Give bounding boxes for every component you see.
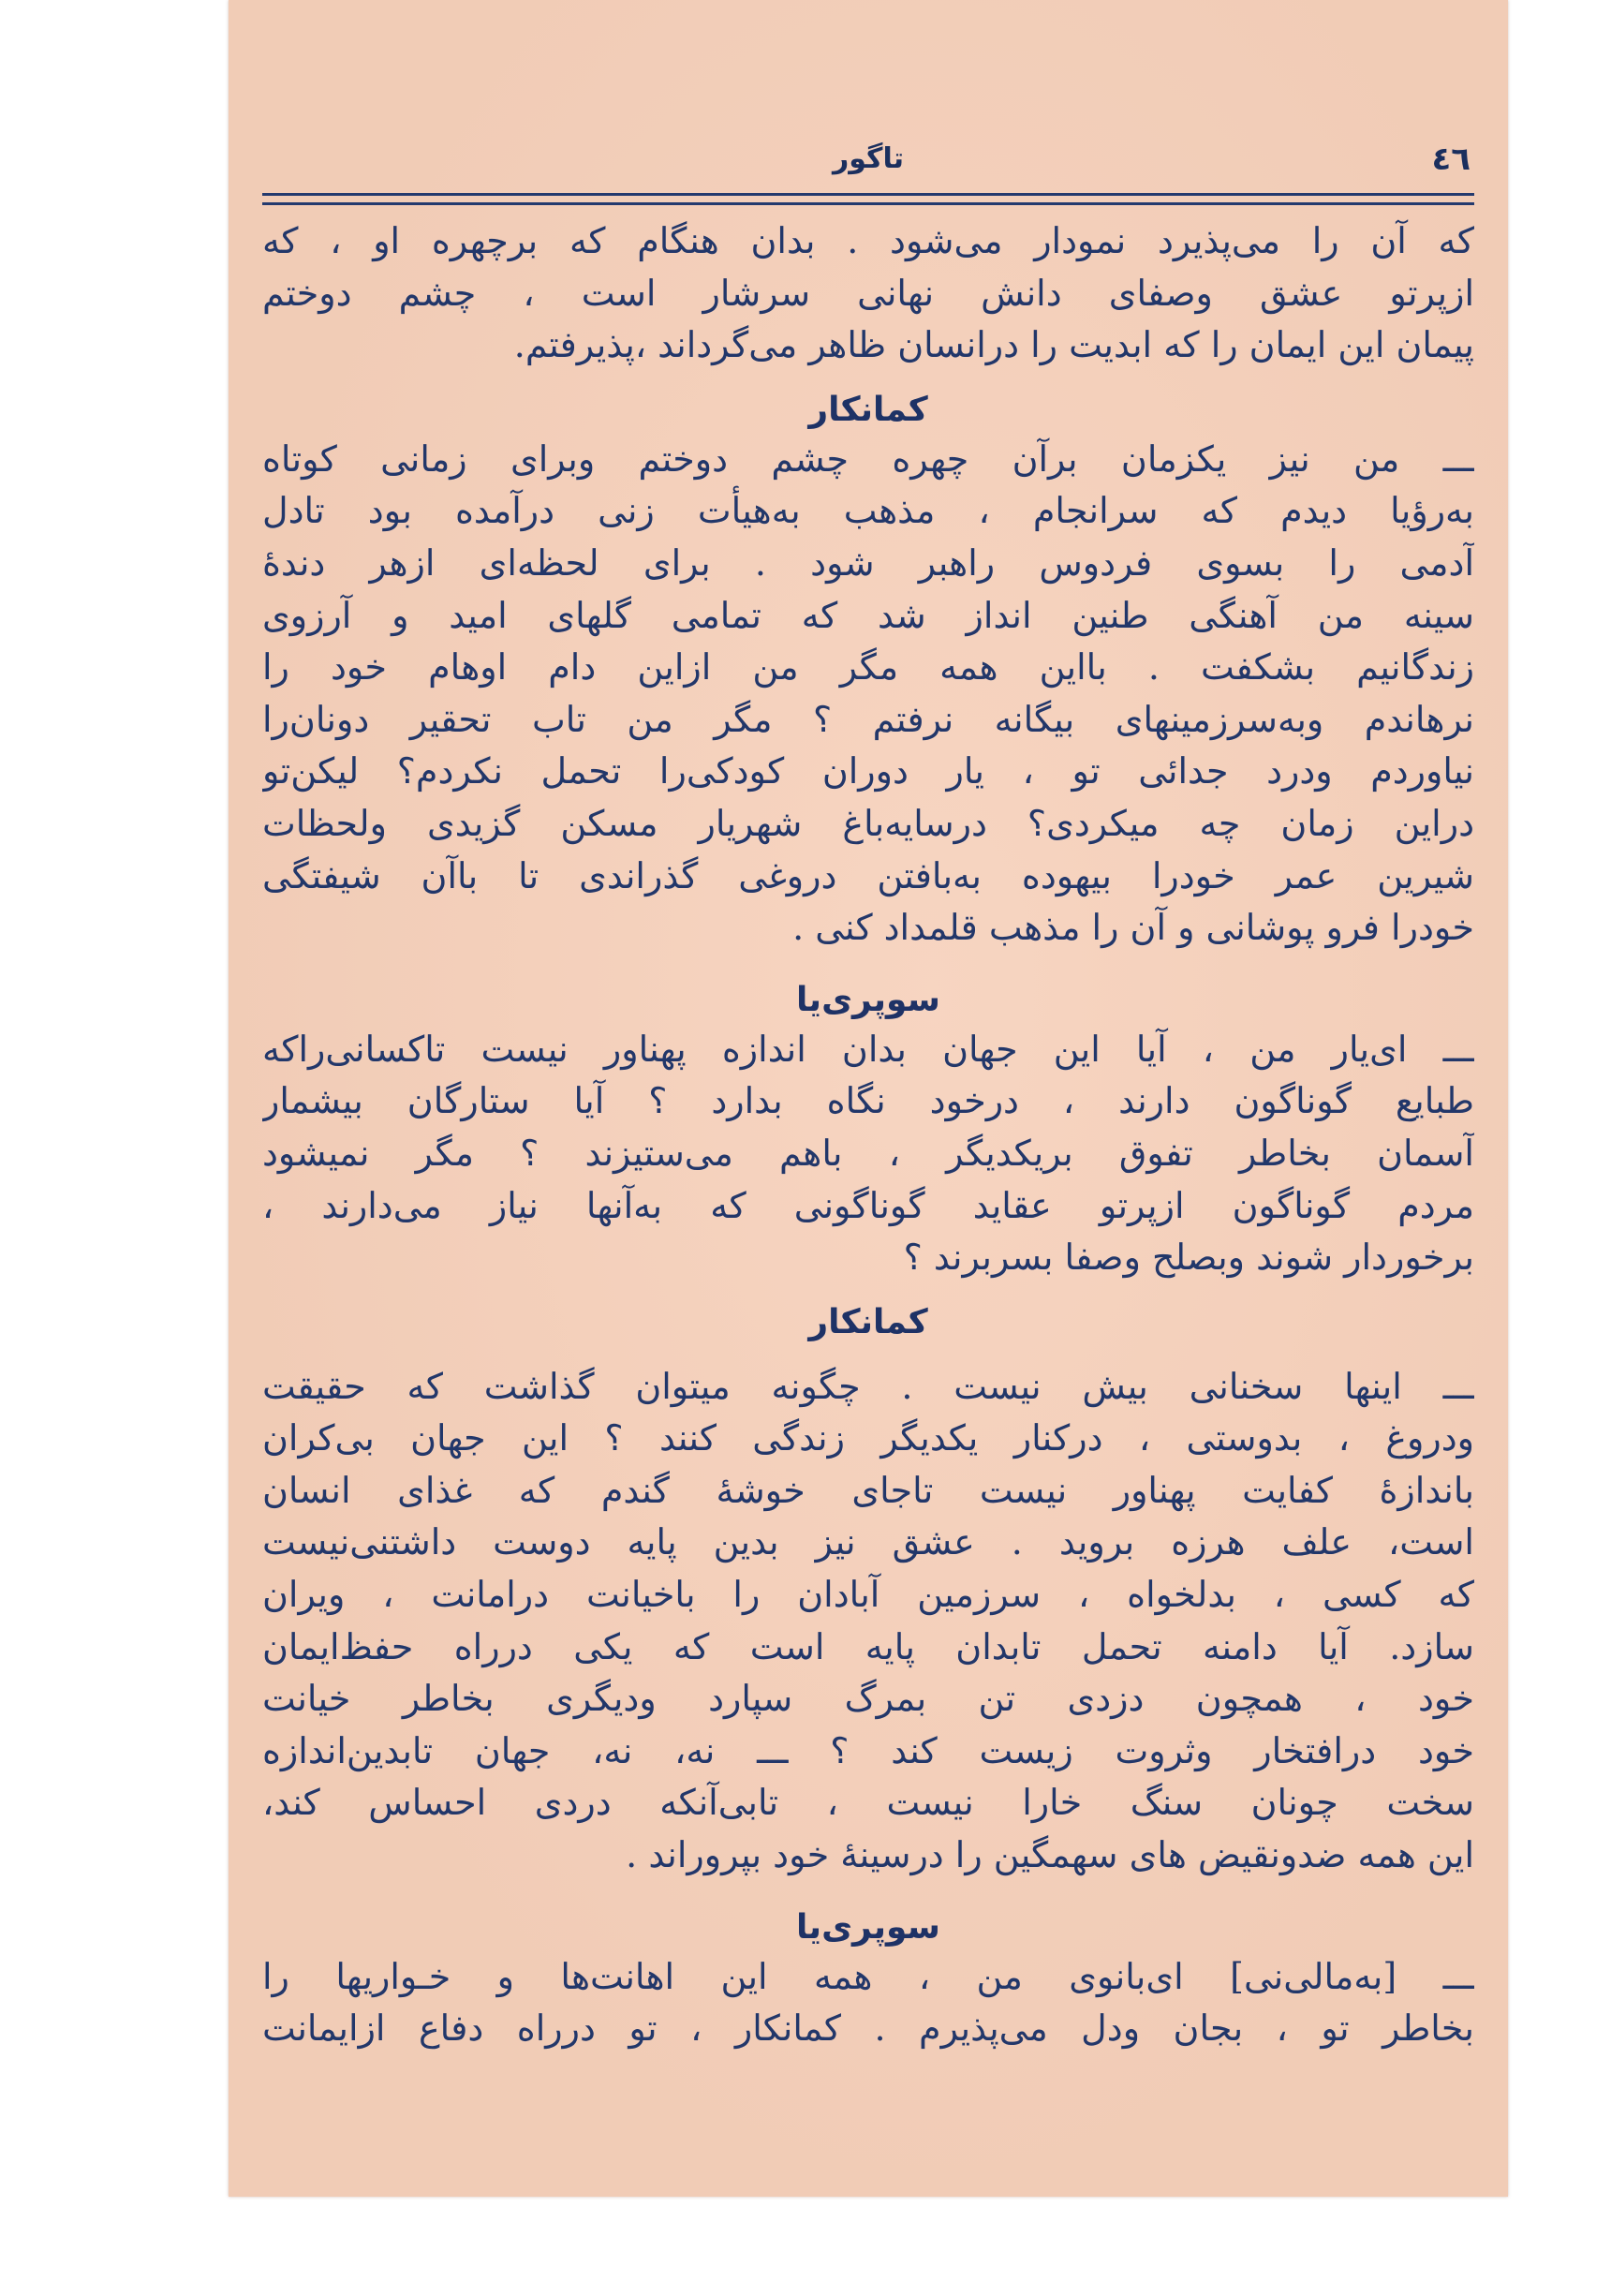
text-line: ودروغ ، بدوستی ، درکنار یکدیگر زندگی کنند ؟ این جهان بی‌کران bbox=[262, 1417, 1474, 1459]
paragraph-5 bbox=[262, 1951, 1474, 2055]
text-line: آدمی را بسوی فردوس راهبر شود . برای لحظه‌ای ازهر دندهٔ bbox=[262, 541, 1474, 584]
paragraph-1 bbox=[262, 215, 1474, 372]
paragraph-3 bbox=[262, 1024, 1474, 1284]
text-line: این همه ضدونقیض های سهمگین را درسینهٔ خود بپروراند . bbox=[626, 1834, 1474, 1876]
header-rule-bottom bbox=[262, 202, 1474, 205]
book-page bbox=[229, 0, 1508, 2197]
header-rule-top bbox=[262, 193, 1474, 196]
text-line: دراین زمان چه میکردی؟ درسایه‌باغ شهریار مسکن گزیدی ولحظات bbox=[262, 802, 1474, 844]
text-line: پیمان این ایمان را که ابدیت را درانسان ظاهر می‌گرداند ،پذیرفتم. bbox=[513, 324, 1474, 366]
text-line: بخاطر تو ، بجان ودل می‌پذیرم . کمانکار ، تو درراه دفاع ازایمانت bbox=[262, 2007, 1474, 2050]
text-line: خود درافتخار وثروت زیست کند ؟ ـــ نه، نه، جهان تابدین‌اندازه bbox=[262, 1729, 1474, 1771]
text-line: که آن را می‌پذیرد نمودار می‌شود . بدان هنگام که برچهره او ، که bbox=[262, 220, 1474, 261]
text-line: است، علف هرزه بروید . عشق نیز بدین پایه دوست داشتنی‌نیست bbox=[262, 1521, 1474, 1563]
paragraph-4 bbox=[262, 1361, 1474, 1882]
text-line: نرهاندم وبه‌سرزمینهای بیگانه نرفتم ؟ مگر من تاب تحقیر دونان‌را bbox=[262, 698, 1474, 740]
text-line: آسمان بخاطر تفوق بریکدیگر ، باهم می‌ستیزند ؟ مگر نمیشود bbox=[262, 1132, 1474, 1174]
speaker-heading: سوپری‌یا bbox=[796, 1907, 940, 1947]
paragraph-2 bbox=[262, 434, 1474, 955]
speaker-heading: کمانکار bbox=[808, 1302, 928, 1341]
text-line: برخوردار شوند وبصلح وصفا بسربرند ؟ bbox=[903, 1237, 1474, 1279]
speaker-heading: کمانکار bbox=[808, 390, 928, 429]
text-line: سازد. آیا دامنه تحمل تابدان پایه است که یکی درراه حفظ‌ایمان bbox=[262, 1625, 1474, 1667]
text-line: خود ، همچون دزدی تن بمرگ سپارد ودیگری بخاطر خیانت bbox=[262, 1678, 1474, 1720]
speaker-heading: سوپری‌یا bbox=[796, 980, 940, 1019]
running-title: تاگور bbox=[832, 142, 905, 175]
text-line: باندازهٔ کفایت پهناور نیست تاجای خوشهٔ گندم که غذای انسان bbox=[262, 1469, 1474, 1511]
page-body bbox=[262, 215, 1474, 2055]
text-line: شیرین عمر خودرا بیهوده به‌بافتن دروغی گذراندی تا باآن شیفتگی bbox=[262, 854, 1474, 896]
text-line: به‌رؤیا دیدم که سرانجام ، مذهب به‌هیأت زنی درآمده بود تادل bbox=[262, 490, 1474, 532]
text-line: سینه من آهنگی طنین انداز شد که تمامی گلهای امید و آرزوی bbox=[262, 594, 1474, 636]
text-line: زندگانیم بشکفت . بااین همه مگر من ازاین دام اوهام خود را bbox=[262, 646, 1474, 689]
page-header bbox=[266, 141, 1471, 187]
text-line: ـــ ای‌یار من ، آیا این جهان بدان اندازه پهناور نیست تاکسانی‌راکه bbox=[262, 1028, 1474, 1070]
text-line: طبایع گوناگون دارند ، درخود نگاه بدارد ؟ آیا ستارگان بیشمار bbox=[262, 1080, 1474, 1122]
text-line: ـــ [به‌مالی‌نی] ای‌بانوی من ، همه این اهانت‌ها و خـواریها را bbox=[262, 1955, 1474, 1997]
text-line: ـــ اینها سخنانی بیش نیست . چگونه میتوان گذاشت که حقیقت bbox=[262, 1365, 1474, 1407]
text-line: خودرا فرو پوشانی و آن را مذهب قلمداد کنی . bbox=[792, 907, 1474, 949]
page-number: ٤٦ bbox=[1431, 141, 1471, 178]
text-line: مردم گوناگون ازپرتو عقاید گوناگونی که به‌آنها نیاز می‌دارند ، bbox=[262, 1184, 1474, 1226]
text-line: نیاوردم ودرد جدائی تو ، یار دوران کودکی‌را تحمل نکردم؟ لیکن‌تو bbox=[262, 750, 1474, 792]
text-line: که کسی ، بدلخواه ، سرزمین آبادان را باخیانت درامانت ، ویران bbox=[262, 1574, 1474, 1616]
text-line: سخت چونان سنگ خارا نیست ، تابی‌آنکه دردی احساس کند، bbox=[262, 1782, 1474, 1824]
text-line: ازپرتو عشق وصفای دانش نهانی سرشار است ، چشم دوختم bbox=[262, 272, 1474, 314]
text-line: ـــ من نیز یکزمان برآن چهره چشم دوختم وبرای زمانی کوتاه bbox=[262, 437, 1474, 480]
